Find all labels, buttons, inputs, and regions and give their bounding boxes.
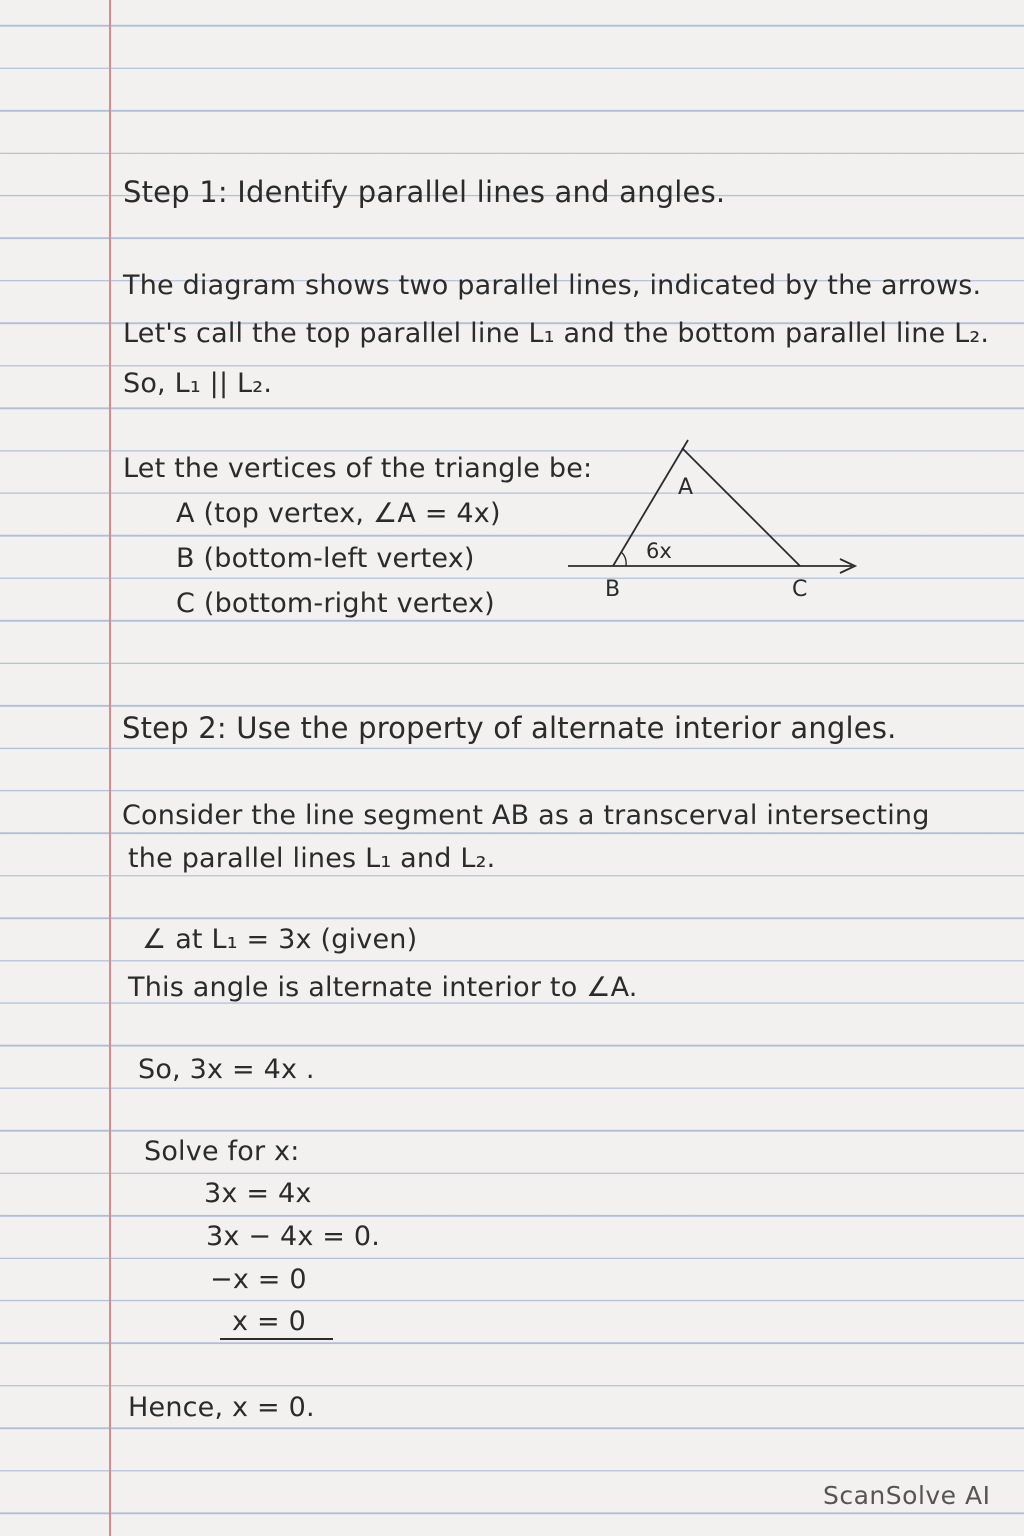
solve-step-2: 3x − 4x = 0. bbox=[206, 1221, 381, 1252]
step1-para-line-1: The diagram shows two parallel lines, indicated by the arrows. bbox=[123, 270, 982, 301]
angle-b-arc bbox=[621, 552, 626, 566]
step2-heading: Step 2: Use the property of alternate interior angles. bbox=[122, 711, 897, 745]
vertex-c-line: C (bottom-right vertex) bbox=[176, 588, 495, 619]
margin-line bbox=[109, 0, 111, 1536]
label-a: A bbox=[678, 475, 694, 500]
alternate-interior-line: This angle is alternate interior to ∠A. bbox=[128, 972, 638, 1003]
solve-label: Solve for x: bbox=[144, 1136, 300, 1167]
solve-step-3: −x = 0 bbox=[210, 1264, 307, 1295]
side-ac bbox=[682, 448, 800, 566]
triangle-diagram bbox=[560, 430, 870, 610]
label-c: C bbox=[792, 577, 808, 602]
solve-step-4: x = 0 bbox=[232, 1306, 306, 1337]
solve-step-1: 3x = 4x bbox=[204, 1178, 312, 1209]
step2-para-line-2: the parallel lines L₁ and L₂. bbox=[128, 843, 496, 874]
watermark: ScanSolve AI bbox=[823, 1481, 991, 1510]
conclusion-line: Hence, x = 0. bbox=[128, 1392, 315, 1423]
vertices-intro: Let the vertices of the triangle be: bbox=[123, 453, 593, 484]
label-b: B bbox=[605, 577, 621, 602]
equation-line: So, 3x = 4x . bbox=[138, 1054, 315, 1085]
step1-heading: Step 1: Identify parallel lines and angles. bbox=[123, 175, 726, 209]
step1-para-line-2: Let's call the top parallel line L₁ and the bottom parallel line L₂. bbox=[123, 318, 990, 349]
step2-para-line-1: Consider the line segment AB as a transcerval intersecting bbox=[122, 800, 930, 831]
step1-para-line-3: So, L₁ || L₂. bbox=[123, 368, 273, 399]
vertex-a-line: A (top vertex, ∠A = 4x) bbox=[176, 498, 501, 529]
given-angle-line: ∠ at L₁ = 3x (given) bbox=[142, 924, 418, 955]
angle-label: 6x bbox=[646, 539, 672, 563]
result-underline bbox=[220, 1338, 333, 1340]
vertex-b-line: B (bottom-left vertex) bbox=[176, 543, 475, 574]
